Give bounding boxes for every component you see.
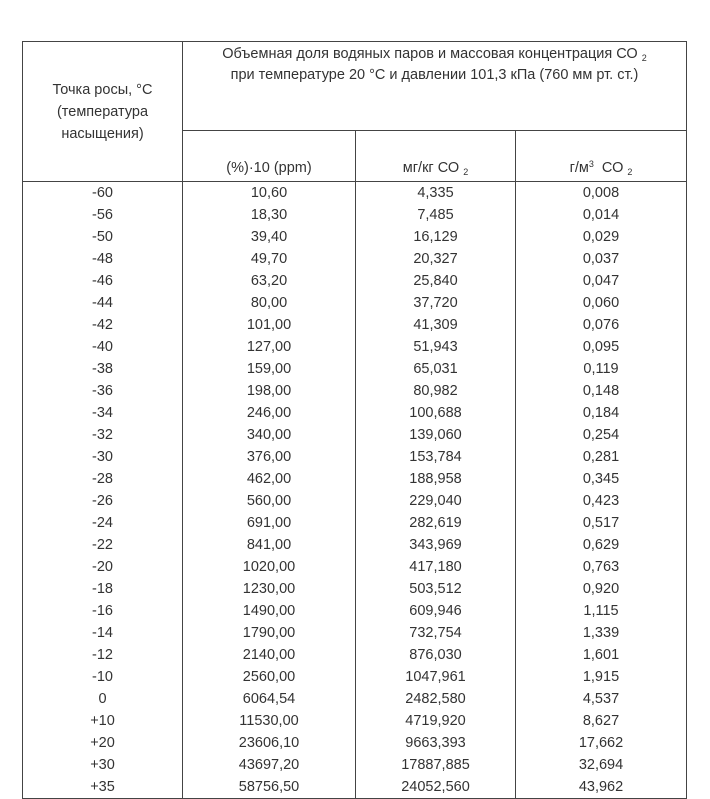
table-row [23, 732, 687, 754]
header-col-mgkg-text: мг/кг СО [402, 160, 460, 176]
dew-point-cell: -12 [23, 644, 183, 666]
mgkg-cell: 80,982 [356, 380, 516, 402]
table-row [23, 666, 687, 688]
dew-point-cell: -14 [23, 622, 183, 644]
gm3-cell: 8,627 [516, 710, 687, 732]
dew-point-cell: +20 [23, 732, 183, 754]
table-row [23, 490, 687, 512]
mgkg-cell: 7,485 [356, 204, 516, 226]
table-row [23, 468, 687, 490]
gm3-cell: 0,037 [516, 248, 687, 270]
gm3-cell: 0,076 [516, 314, 687, 336]
mgkg-cell: 100,688 [356, 402, 516, 424]
table-row [23, 270, 687, 292]
mgkg-cell: 229,040 [356, 490, 516, 512]
header-dew-point [23, 42, 183, 182]
table-row [23, 688, 687, 710]
table-row [23, 776, 687, 799]
header-dew-point-text: Точка росы, °С (температура насыщения) [52, 81, 153, 142]
table-row [23, 204, 687, 226]
table-row [23, 402, 687, 424]
mgkg-cell: 51,943 [356, 336, 516, 358]
gm3-cell: 1,915 [516, 666, 687, 688]
ppm-cell: 39,40 [183, 226, 356, 248]
mgkg-cell: 732,754 [356, 622, 516, 644]
ppm-cell: 80,00 [183, 292, 356, 314]
header-col-gm3 [516, 131, 687, 182]
mgkg-cell: 4719,920 [356, 710, 516, 732]
ppm-cell: 841,00 [183, 534, 356, 556]
ppm-cell: 49,70 [183, 248, 356, 270]
dew-point-cell: +10 [23, 710, 183, 732]
mgkg-cell: 343,969 [356, 534, 516, 556]
table-row [23, 358, 687, 380]
dew-point-cell: -46 [23, 270, 183, 292]
dew-point-cell: -50 [23, 226, 183, 248]
gm3-cell: 0,423 [516, 490, 687, 512]
table-row [23, 644, 687, 666]
table-row [23, 754, 687, 776]
ppm-cell: 560,00 [183, 490, 356, 512]
dew-point-cell: -28 [23, 468, 183, 490]
ppm-cell: 340,00 [183, 424, 356, 446]
dew-point-cell: +35 [23, 776, 183, 799]
gm3-cell: 43,962 [516, 776, 687, 799]
dew-point-cell: -20 [23, 556, 183, 578]
ppm-cell: 1790,00 [183, 622, 356, 644]
mgkg-cell: 282,619 [356, 512, 516, 534]
header-col-ppm-text: (%)·10 (ppm) [226, 160, 312, 176]
table-row [23, 600, 687, 622]
table-row [23, 248, 687, 270]
header-main-suffix: при температуре 20 °С и давлении 101,3 кПа (760 мм рт. ст.) [230, 67, 639, 83]
mgkg-cell: 609,946 [356, 600, 516, 622]
dew-point-cell: -24 [23, 512, 183, 534]
dew-point-cell: -16 [23, 600, 183, 622]
table-row [23, 314, 687, 336]
mgkg-cell: 9663,393 [356, 732, 516, 754]
gm3-cell: 0,047 [516, 270, 687, 292]
gm3-cell: 0,920 [516, 578, 687, 600]
ppm-cell: 58756,50 [183, 776, 356, 799]
header-main [183, 42, 687, 131]
dew-point-cell: -40 [23, 336, 183, 358]
gm3-cell: 0,095 [516, 336, 687, 358]
gm3-cell: 0,763 [516, 556, 687, 578]
table-row [23, 292, 687, 314]
mgkg-cell: 4,335 [356, 182, 516, 205]
dew-point-cell: -32 [23, 424, 183, 446]
table-row [23, 578, 687, 600]
mgkg-cell: 876,030 [356, 644, 516, 666]
gm3-cell: 0,008 [516, 182, 687, 205]
mgkg-cell: 417,180 [356, 556, 516, 578]
mgkg-cell: 16,129 [356, 226, 516, 248]
ppm-cell: 18,30 [183, 204, 356, 226]
ppm-cell: 43697,20 [183, 754, 356, 776]
dew-point-cell: -26 [23, 490, 183, 512]
table-body [23, 182, 687, 799]
ppm-cell: 246,00 [183, 402, 356, 424]
ppm-cell: 6064,54 [183, 688, 356, 710]
dew-point-cell: -30 [23, 446, 183, 468]
dew-point-cell: -38 [23, 358, 183, 380]
header-main-subscript: 2 [641, 53, 647, 63]
ppm-cell: 2140,00 [183, 644, 356, 666]
gm3-cell: 17,662 [516, 732, 687, 754]
table-row [23, 622, 687, 644]
ppm-cell: 1490,00 [183, 600, 356, 622]
ppm-cell: 2560,00 [183, 666, 356, 688]
gm3-cell: 0,119 [516, 358, 687, 380]
table-row [23, 710, 687, 732]
table-row [23, 226, 687, 248]
table-row [23, 512, 687, 534]
gm3-cell: 4,537 [516, 688, 687, 710]
table-row [23, 336, 687, 358]
mgkg-cell: 17887,885 [356, 754, 516, 776]
gm3-cell: 0,184 [516, 402, 687, 424]
ppm-cell: 101,00 [183, 314, 356, 336]
mgkg-cell: 188,958 [356, 468, 516, 490]
mgkg-cell: 37,720 [356, 292, 516, 314]
mgkg-cell: 25,840 [356, 270, 516, 292]
gm3-cell: 0,629 [516, 534, 687, 556]
gm3-cell: 32,694 [516, 754, 687, 776]
gm3-cell: 0,254 [516, 424, 687, 446]
header-col-ppm [183, 131, 356, 182]
dew-point-cell: -10 [23, 666, 183, 688]
gm3-cell: 1,601 [516, 644, 687, 666]
ppm-cell: 376,00 [183, 446, 356, 468]
dew-point-cell: -44 [23, 292, 183, 314]
mgkg-cell: 41,309 [356, 314, 516, 336]
header-col-mgkg-sub: 2 [463, 167, 469, 177]
mgkg-cell: 153,784 [356, 446, 516, 468]
gm3-cell: 0,060 [516, 292, 687, 314]
mgkg-cell: 139,060 [356, 424, 516, 446]
ppm-cell: 23606,10 [183, 732, 356, 754]
table-row [23, 380, 687, 402]
dew-point-cell: -60 [23, 182, 183, 205]
dew-point-cell: -22 [23, 534, 183, 556]
dew-point-cell: +30 [23, 754, 183, 776]
gm3-cell: 0,029 [516, 226, 687, 248]
dew-point-cell: -18 [23, 578, 183, 600]
mgkg-cell: 24052,560 [356, 776, 516, 799]
mgkg-cell: 65,031 [356, 358, 516, 380]
co2-humidity-table [22, 41, 687, 799]
gm3-cell: 1,115 [516, 600, 687, 622]
ppm-cell: 1230,00 [183, 578, 356, 600]
ppm-cell: 198,00 [183, 380, 356, 402]
ppm-cell: 462,00 [183, 468, 356, 490]
table-row [23, 556, 687, 578]
gm3-cell: 1,339 [516, 622, 687, 644]
header-col-mgkg [356, 131, 516, 182]
header-main-prefix: Объемная доля водяных паров и массовая концентрация СО [222, 46, 638, 62]
dew-point-cell: -36 [23, 380, 183, 402]
ppm-cell: 10,60 [183, 182, 356, 205]
ppm-cell: 691,00 [183, 512, 356, 534]
dew-point-cell: -56 [23, 204, 183, 226]
ppm-cell: 63,20 [183, 270, 356, 292]
gm3-cell: 0,281 [516, 446, 687, 468]
dew-point-cell: -42 [23, 314, 183, 336]
gm3-cell: 0,148 [516, 380, 687, 402]
ppm-cell: 127,00 [183, 336, 356, 358]
ppm-cell: 1020,00 [183, 556, 356, 578]
mgkg-cell: 2482,580 [356, 688, 516, 710]
ppm-cell: 11530,00 [183, 710, 356, 732]
mgkg-cell: 20,327 [356, 248, 516, 270]
mgkg-cell: 503,512 [356, 578, 516, 600]
header-col-gm3-text: г/м [569, 160, 589, 176]
header-col-gm3-sup: 3 [588, 159, 594, 169]
header-col-gm3-sub: 2 [627, 167, 633, 177]
header-col-gm3-mid: СО [597, 160, 624, 176]
gm3-cell: 0,014 [516, 204, 687, 226]
gm3-cell: 0,345 [516, 468, 687, 490]
mgkg-cell: 1047,961 [356, 666, 516, 688]
table-row [23, 182, 687, 205]
ppm-cell: 159,00 [183, 358, 356, 380]
dew-point-cell: 0 [23, 688, 183, 710]
dew-point-cell: -48 [23, 248, 183, 270]
table-row [23, 424, 687, 446]
table-row [23, 534, 687, 556]
table-row [23, 446, 687, 468]
gm3-cell: 0,517 [516, 512, 687, 534]
dew-point-cell: -34 [23, 402, 183, 424]
